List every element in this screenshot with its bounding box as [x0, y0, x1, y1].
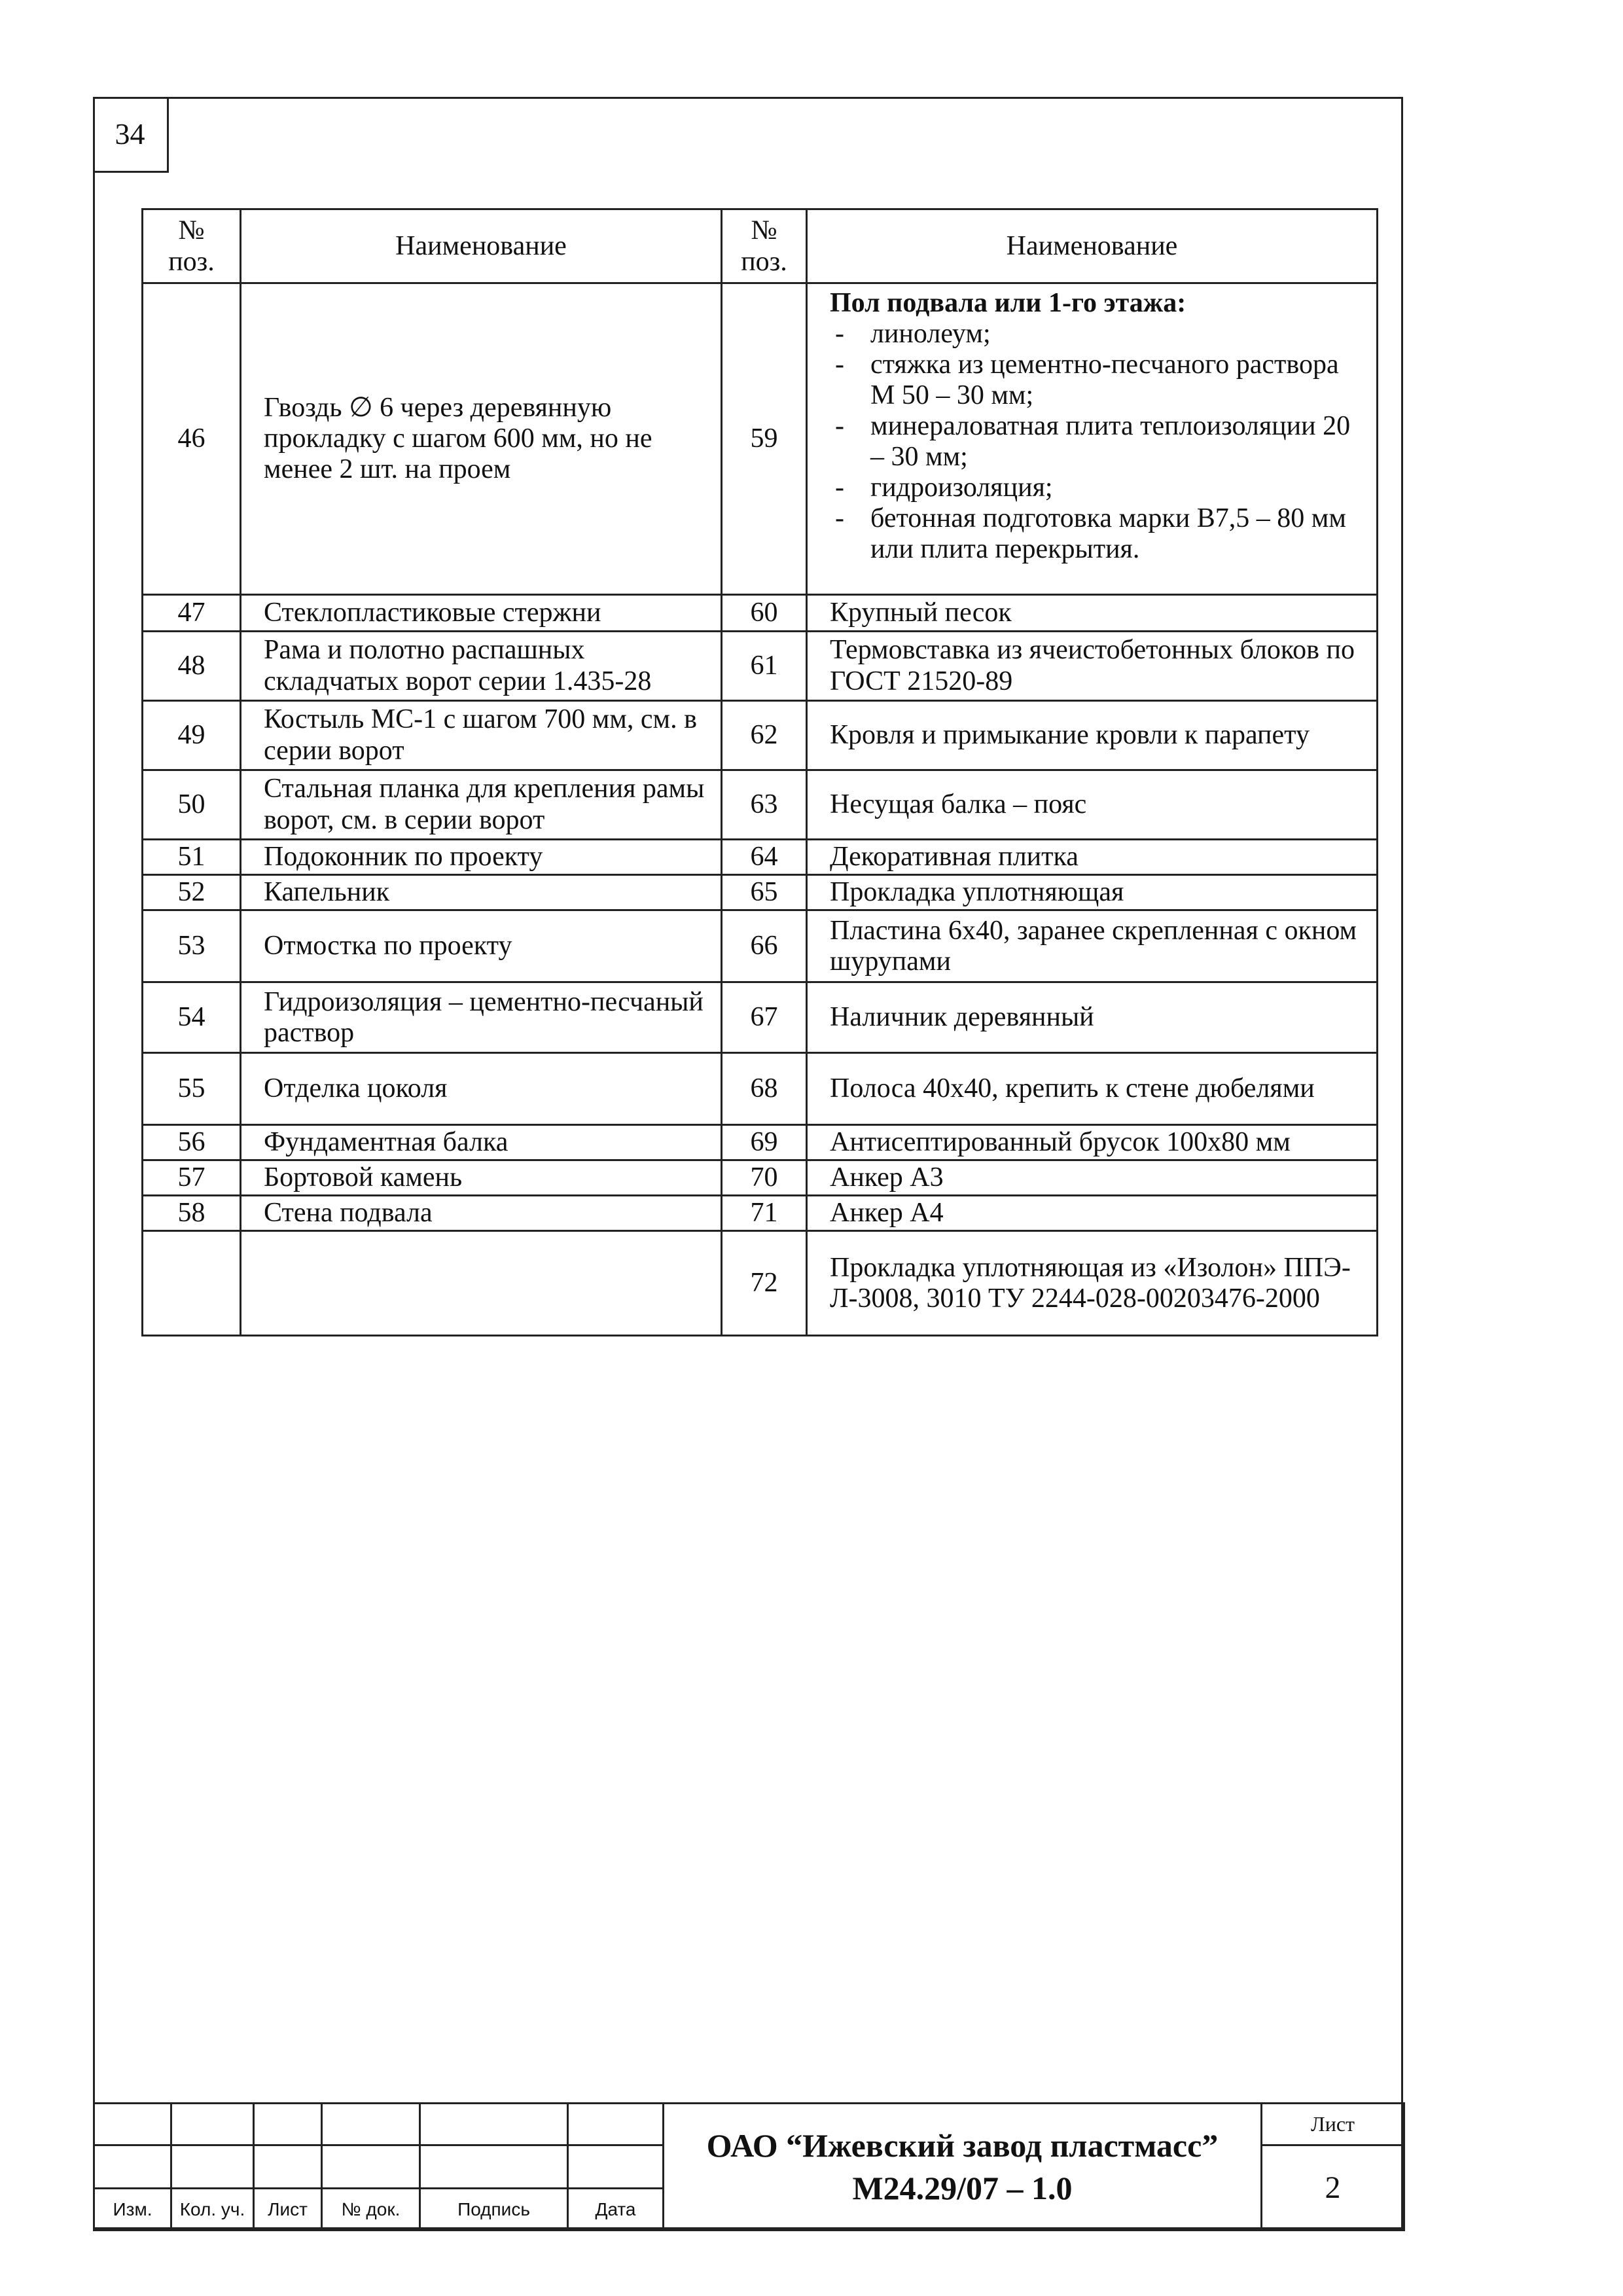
- stamp-column-label: Лист: [254, 2189, 322, 2231]
- list-item: - стяжка из цементно-песчаного раствора М 50 – 30 мм;: [830, 350, 1370, 411]
- pos-cell: 60: [722, 595, 807, 632]
- table-row: [143, 840, 1378, 875]
- stamp-cell: [171, 2104, 254, 2145]
- name-cell: [241, 1231, 722, 1336]
- pos-cell: 52: [143, 875, 241, 910]
- name-cell: Рама и полотно распашных складчатых ворот серии 1.435-28: [241, 632, 722, 701]
- pos-cell: 47: [143, 595, 241, 632]
- name-cell: Бортовой камень: [241, 1160, 722, 1196]
- name-cell: Отмостка по проекту: [241, 910, 722, 982]
- stamp-cell: [568, 2145, 664, 2189]
- header-name-left: Наименование: [241, 209, 722, 283]
- pos-cell: 63: [722, 770, 807, 840]
- header-pos-right: № поз.: [722, 209, 807, 283]
- stamp-cell: [254, 2145, 322, 2189]
- list-item: - гидроизоляция;: [830, 473, 1370, 503]
- pos-cell: 59: [722, 283, 807, 595]
- title-block: [93, 2102, 1405, 2231]
- stamp-column-label: Изм.: [94, 2189, 171, 2231]
- sheet-label: Лист: [1262, 2104, 1404, 2145]
- name-cell: Фундаментная балка: [241, 1125, 722, 1160]
- pos-cell: 67: [722, 982, 807, 1053]
- name-cell: [807, 283, 1378, 595]
- pos-cell: 66: [722, 910, 807, 982]
- name-cell: Гвоздь ∅ 6 через деревянную прокладку с шагом 600 мм, но не менее 2 шт. на проем: [241, 283, 722, 595]
- sheet-number: 2: [1262, 2145, 1404, 2231]
- pos-cell: 58: [143, 1196, 241, 1231]
- table-row: [143, 1196, 1378, 1231]
- name-cell: Анкер А4: [807, 1196, 1378, 1231]
- floor-layers-list: [830, 319, 1370, 565]
- pos-cell: 62: [722, 701, 807, 770]
- pos-cell: 70: [722, 1160, 807, 1196]
- stamp-cell: [94, 2145, 171, 2189]
- stamp-column-label: Подпись: [420, 2189, 568, 2231]
- pos-cell: 48: [143, 632, 241, 701]
- stamp-column-label: Дата: [568, 2189, 664, 2231]
- stamp-column-label: Кол. уч.: [171, 2189, 254, 2231]
- name-cell: Анкер А3: [807, 1160, 1378, 1196]
- stamp-cell: [171, 2145, 254, 2189]
- stamp-cell: [322, 2104, 420, 2145]
- pos-cell: 46: [143, 283, 241, 595]
- name-cell: Подоконник по проекту: [241, 840, 722, 875]
- specification-table: [141, 208, 1378, 1336]
- stamp-cell: [254, 2104, 322, 2145]
- name-cell: Пластина 6х40, заранее скрепленная с окном шурупами: [807, 910, 1378, 982]
- pos-cell: 54: [143, 982, 241, 1053]
- name-cell: Отделка цоколя: [241, 1053, 722, 1125]
- header-pos-left: № поз.: [143, 209, 241, 283]
- name-cell: Крупный песок: [807, 595, 1378, 632]
- pos-cell: 69: [722, 1125, 807, 1160]
- name-cell: Наличник деревянный: [807, 982, 1378, 1053]
- table-row: [143, 1053, 1378, 1125]
- name-cell: Кровля и примыкание кровли к парапету: [807, 701, 1378, 770]
- name-cell: Прокладка уплотняющая из «Изолон» ППЭ-Л-3008, 3010 ТУ 2244-028-00203476-2000: [807, 1231, 1378, 1336]
- name-cell: Стеклопластиковые стержни: [241, 595, 722, 632]
- pos-cell: [143, 1231, 241, 1336]
- header-name-right: Наименование: [807, 209, 1378, 283]
- name-cell: Полоса 40х40, крепить к стене дюбелями: [807, 1053, 1378, 1125]
- table-row: [143, 283, 1378, 595]
- pos-cell: 50: [143, 770, 241, 840]
- page-number: 34: [93, 97, 169, 173]
- pos-cell: 55: [143, 1053, 241, 1125]
- name-cell: Антисептированный брусок 100х80 мм: [807, 1125, 1378, 1160]
- stamp-cell: [420, 2104, 568, 2145]
- name-cell: Стена подвала: [241, 1196, 722, 1231]
- pos-cell: 72: [722, 1231, 807, 1336]
- table-header: [143, 209, 1378, 283]
- stamp-cell: [322, 2145, 420, 2189]
- pos-cell: 53: [143, 910, 241, 982]
- document-code: М24.29/07 – 1.0: [852, 2169, 1073, 2206]
- floor-heading: Пол подвала или 1-го этажа:: [830, 288, 1186, 318]
- pos-cell: 61: [722, 632, 807, 701]
- table-row: [143, 875, 1378, 910]
- name-cell: Декоративная плитка: [807, 840, 1378, 875]
- pos-cell: 51: [143, 840, 241, 875]
- name-cell: Прокладка уплотняющая: [807, 875, 1378, 910]
- table-row: [143, 1125, 1378, 1160]
- name-cell: Термовставка из ячеистобетонных блоков по ГОСТ 21520-89: [807, 632, 1378, 701]
- name-cell: Гидроизоляция – цементно-песчаный раствор: [241, 982, 722, 1053]
- stamp-cell: [568, 2104, 664, 2145]
- pos-cell: 56: [143, 1125, 241, 1160]
- pos-cell: 64: [722, 840, 807, 875]
- table-row: [143, 1231, 1378, 1336]
- name-cell: Несущая балка – пояс: [807, 770, 1378, 840]
- stamp-column-label: № док.: [322, 2189, 420, 2231]
- stamp-cell: [94, 2104, 171, 2145]
- pos-cell: 49: [143, 701, 241, 770]
- table-row: [143, 982, 1378, 1053]
- name-cell: Костыль МС-1 с шагом 700 мм, см. в серии ворот: [241, 701, 722, 770]
- table-row: [143, 910, 1378, 982]
- title-block-caption: [664, 2104, 1262, 2231]
- pos-cell: 68: [722, 1053, 807, 1125]
- pos-cell: 57: [143, 1160, 241, 1196]
- list-item: - бетонная подготовка марки В7,5 – 80 мм или плита перекрытия.: [830, 503, 1370, 565]
- table-row: [143, 1160, 1378, 1196]
- organization-name: ОАО “Ижевский завод пластмасс”: [706, 2126, 1219, 2164]
- name-cell: Капельник: [241, 875, 722, 910]
- pos-cell: 71: [722, 1196, 807, 1231]
- table-row: [143, 595, 1378, 632]
- list-item: - линолеум;: [830, 319, 1370, 350]
- list-item: - минераловатная плита теплоизоляции 20 – 30 мм;: [830, 411, 1370, 473]
- pos-cell: 65: [722, 875, 807, 910]
- stamp-cell: [420, 2145, 568, 2189]
- table-row: [143, 632, 1378, 701]
- name-cell: Стальная планка для крепления рамы ворот, см. в серии ворот: [241, 770, 722, 840]
- table-row: [143, 701, 1378, 770]
- table-row: [143, 770, 1378, 840]
